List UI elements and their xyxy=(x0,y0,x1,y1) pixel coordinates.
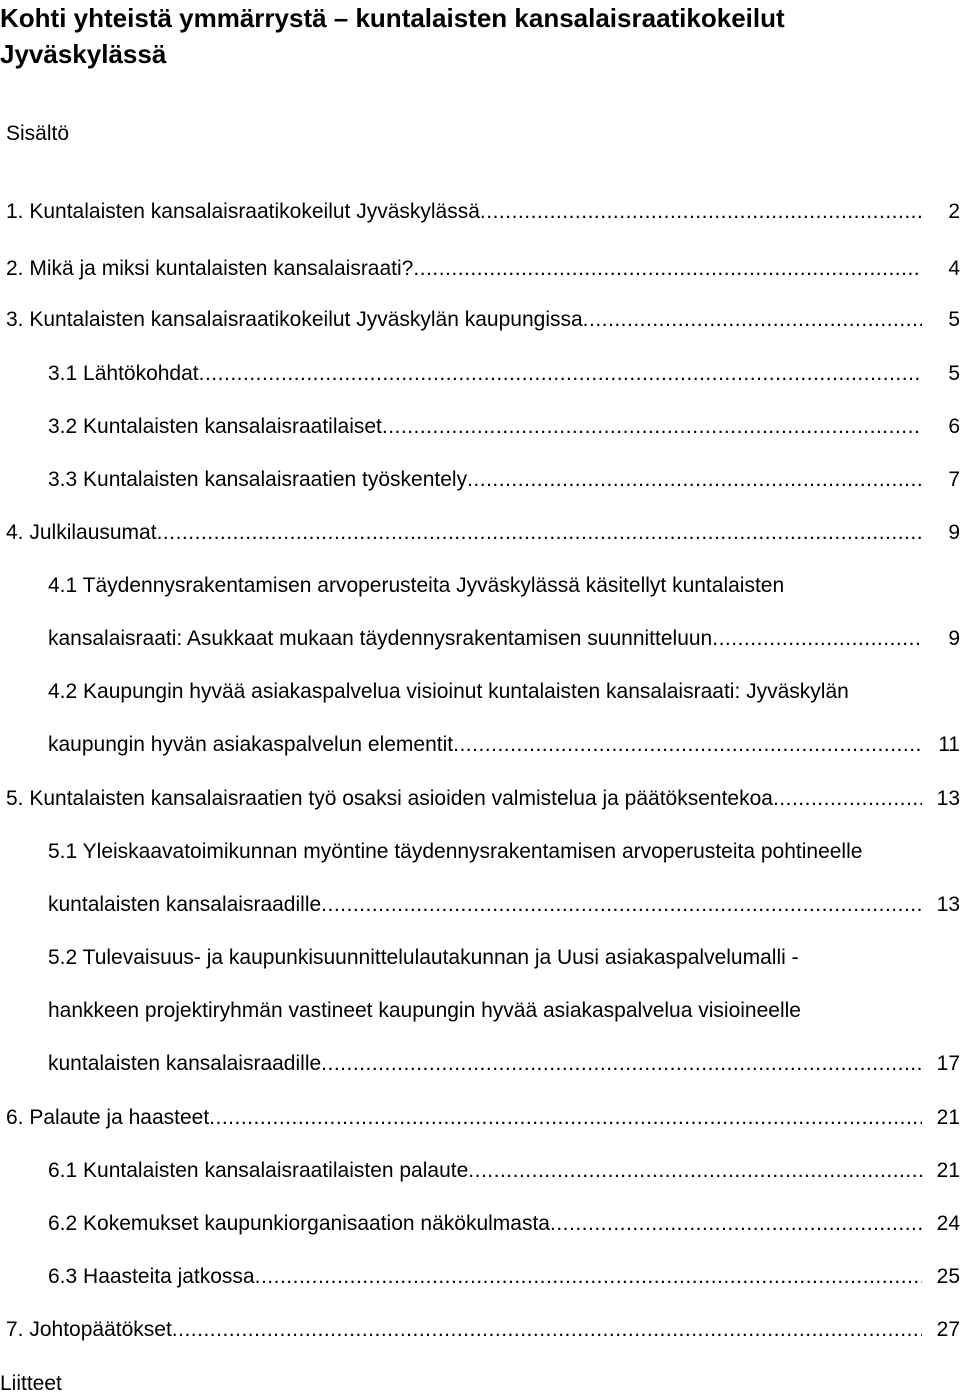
toc-entry-text: kaupungin hyvän asiakaspalvelun elementit xyxy=(48,733,454,756)
toc-entry[interactable] xyxy=(48,1157,960,1185)
toc-heading: Sisältö xyxy=(6,122,70,145)
toc-page-number: 17 xyxy=(936,1052,960,1075)
toc-entry[interactable] xyxy=(48,1210,960,1238)
toc-entry[interactable] xyxy=(6,1316,960,1344)
toc-entry-text: kansalaisraati: Asukkaat mukaan täydennysrakentamisen suunnitteluun xyxy=(48,627,713,650)
toc-entry-text: 3. Kuntalaisten kansalaisraatikokeilut Jyväskylän kaupungissa xyxy=(6,308,583,331)
toc-entry-line1[interactable]: 5.2 Tulevaisuus- ja kaupunkisuunnittelulautakunnan ja Uusi asiakaspalvelumalli - xyxy=(48,946,799,969)
toc-page-number: 13 xyxy=(936,787,960,810)
toc-entry-text: 6.2 Kokemukset kaupunkiorganisaation näkökulmasta xyxy=(48,1212,550,1235)
toc-leader xyxy=(583,306,922,334)
toc-entry[interactable] xyxy=(48,1263,960,1291)
toc-entry[interactable] xyxy=(48,413,960,441)
toc-page-number: 11 xyxy=(938,733,960,756)
toc-leader xyxy=(209,1104,922,1132)
toc-entry-text: kuntalaisten kansalaisraadille xyxy=(48,893,322,916)
toc-entry-text: 6. Palaute ja haasteet xyxy=(6,1106,210,1129)
toc-entry-text: 5. Kuntalaisten kansalaisraatien työ osaksi asioiden valmistelua ja päätöksentekoa xyxy=(6,787,773,810)
toc-entry[interactable] xyxy=(48,891,960,919)
toc-page-number: 13 xyxy=(936,893,960,916)
toc-entry[interactable] xyxy=(48,466,960,494)
toc-leader xyxy=(157,519,922,547)
toc-page-number: 7 xyxy=(948,468,960,491)
toc-leader xyxy=(382,413,922,441)
toc-page-number: 21 xyxy=(936,1106,960,1129)
toc-page-number: 4 xyxy=(948,257,960,280)
toc-page-number: 9 xyxy=(948,521,960,544)
toc-entry-text: 4. Julkilausumat xyxy=(6,521,157,544)
toc-entry[interactable] xyxy=(6,255,960,283)
toc-leader xyxy=(321,891,922,919)
toc-entry-text: 1. Kuntalaisten kansalaisraatikokeilut Jyväskylässä xyxy=(6,200,480,223)
toc-leader xyxy=(773,785,922,813)
toc-page-number: 25 xyxy=(936,1265,960,1288)
toc-entry-text: 3.2 Kuntalaisten kansalaisraatilaiset xyxy=(48,415,382,438)
toc-entry-line2[interactable]: hankkeen projektiryhmän vastineet kaupungin hyvää asiakaspalvelua visioineelle xyxy=(48,999,801,1022)
toc-entry[interactable] xyxy=(48,731,960,759)
toc-page-number: 21 xyxy=(936,1159,960,1182)
toc-page-number: 5 xyxy=(948,308,960,331)
toc-entry-text: 2. Mikä ja miksi kuntalaisten kansalaisraati? xyxy=(6,257,414,280)
toc-leader xyxy=(467,466,922,494)
toc-leader xyxy=(321,1050,922,1078)
toc-leader xyxy=(199,360,922,388)
toc-leader xyxy=(712,625,922,653)
toc-entry[interactable] xyxy=(6,198,960,226)
toc-entry[interactable] xyxy=(48,360,960,388)
toc-leader xyxy=(172,1316,922,1344)
toc-entry[interactable] xyxy=(6,785,960,813)
document-title: Kohti yhteistä ymmärrystä – kuntalaisten kansalaisraatikokeilut Jyväskylässä xyxy=(0,3,785,69)
toc-entry-text: 3.3 Kuntalaisten kansalaisraatien työskentely xyxy=(48,468,468,491)
toc-entry-text: kuntalaisten kansalaisraadille xyxy=(48,1052,322,1075)
toc-page-number: 27 xyxy=(936,1318,960,1341)
toc-leader xyxy=(550,1210,922,1238)
toc-entry-line1[interactable]: 4.2 Kaupungin hyvää asiakaspalvelua visioinut kuntalaisten kansalaisraati: Jyväskylän xyxy=(48,680,849,703)
toc-entry[interactable] xyxy=(6,306,960,334)
toc-entry-line1[interactable]: 5.1 Yleiskaavatoimikunnan myöntine täydennysrakentamisen arvoperusteita pohtineelle xyxy=(48,840,863,863)
toc-entry[interactable] xyxy=(48,625,960,653)
toc-page-number: 5 xyxy=(948,362,960,385)
toc-leader xyxy=(413,255,922,283)
toc-entry[interactable] xyxy=(48,1050,960,1078)
appendix-heading: Liitteet xyxy=(0,1372,62,1395)
toc-page-number: 9 xyxy=(948,627,960,650)
toc-page-number: 24 xyxy=(936,1212,960,1235)
toc-entry[interactable] xyxy=(6,1104,960,1132)
toc-entry-text: 6.3 Haasteita jatkossa xyxy=(48,1265,255,1288)
toc-page-number: 6 xyxy=(948,415,960,438)
toc-entry-text: 3.1 Lähtökohdat xyxy=(48,362,199,385)
toc-entry-line1[interactable]: 4.1 Täydennysrakentamisen arvoperusteita Jyväskylässä käsitellyt kuntalaisten xyxy=(48,574,785,597)
toc-leader xyxy=(453,731,922,759)
toc-entry[interactable] xyxy=(6,519,960,547)
toc-entry-text: 6.1 Kuntalaisten kansalaisraatilaisten palaute xyxy=(48,1159,469,1182)
toc-leader xyxy=(480,198,922,226)
toc-leader xyxy=(255,1263,922,1291)
toc-page-number: 2 xyxy=(948,200,960,223)
toc-leader xyxy=(468,1157,922,1185)
toc-entry-text: 7. Johtopäätökset xyxy=(6,1318,172,1341)
